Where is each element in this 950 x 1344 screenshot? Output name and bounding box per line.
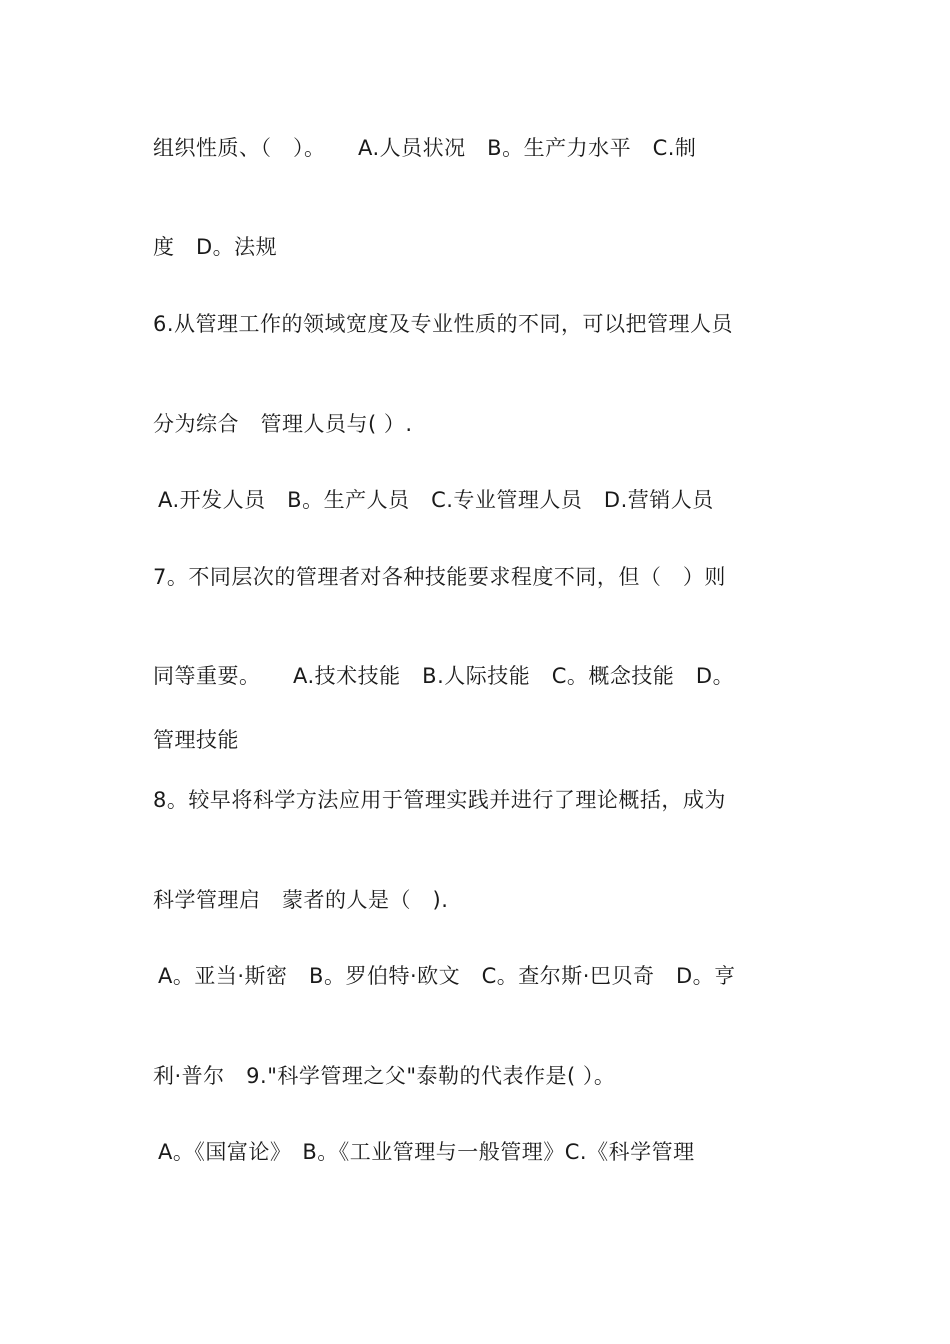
text-line: 管理技能: [153, 728, 239, 752]
text-line: A.开发人员 B。生产人员 C.专业管理人员 D.营销人员: [158, 488, 714, 512]
text-line: 8。较早将科学方法应用于管理实践并进行了理论概括，成为: [153, 788, 726, 812]
text-line: 科学管理启 蒙者的人是（ ).: [153, 888, 449, 912]
text-line: 组织性质、（ ）。 A.人员状况 B。生产力水平 C.制: [153, 136, 697, 160]
text-line: 度 D。法规: [153, 235, 278, 259]
text-line: A。亚当·斯密 B。罗伯特·欧文 C。查尔斯·巴贝奇 D。亨: [158, 964, 736, 988]
text-line: 分为综合 管理人员与( ）.: [153, 412, 413, 436]
text-line: 7。不同层次的管理者对各种技能要求程度不同，但（ ）则: [153, 565, 726, 589]
text-line: 6.从管理工作的领域宽度及专业性质的不同，可以把管理人员: [153, 312, 734, 336]
text-line: A。《国富论》 B。《工业管理与一般管理》C.《科学管理: [158, 1140, 695, 1164]
text-line: 利·普尔 9."科学管理之父"泰勒的代表作是( ）。: [153, 1064, 616, 1088]
text-line: 同等重要。 A.技术技能 B.人际技能 C。概念技能 D。: [153, 664, 735, 688]
